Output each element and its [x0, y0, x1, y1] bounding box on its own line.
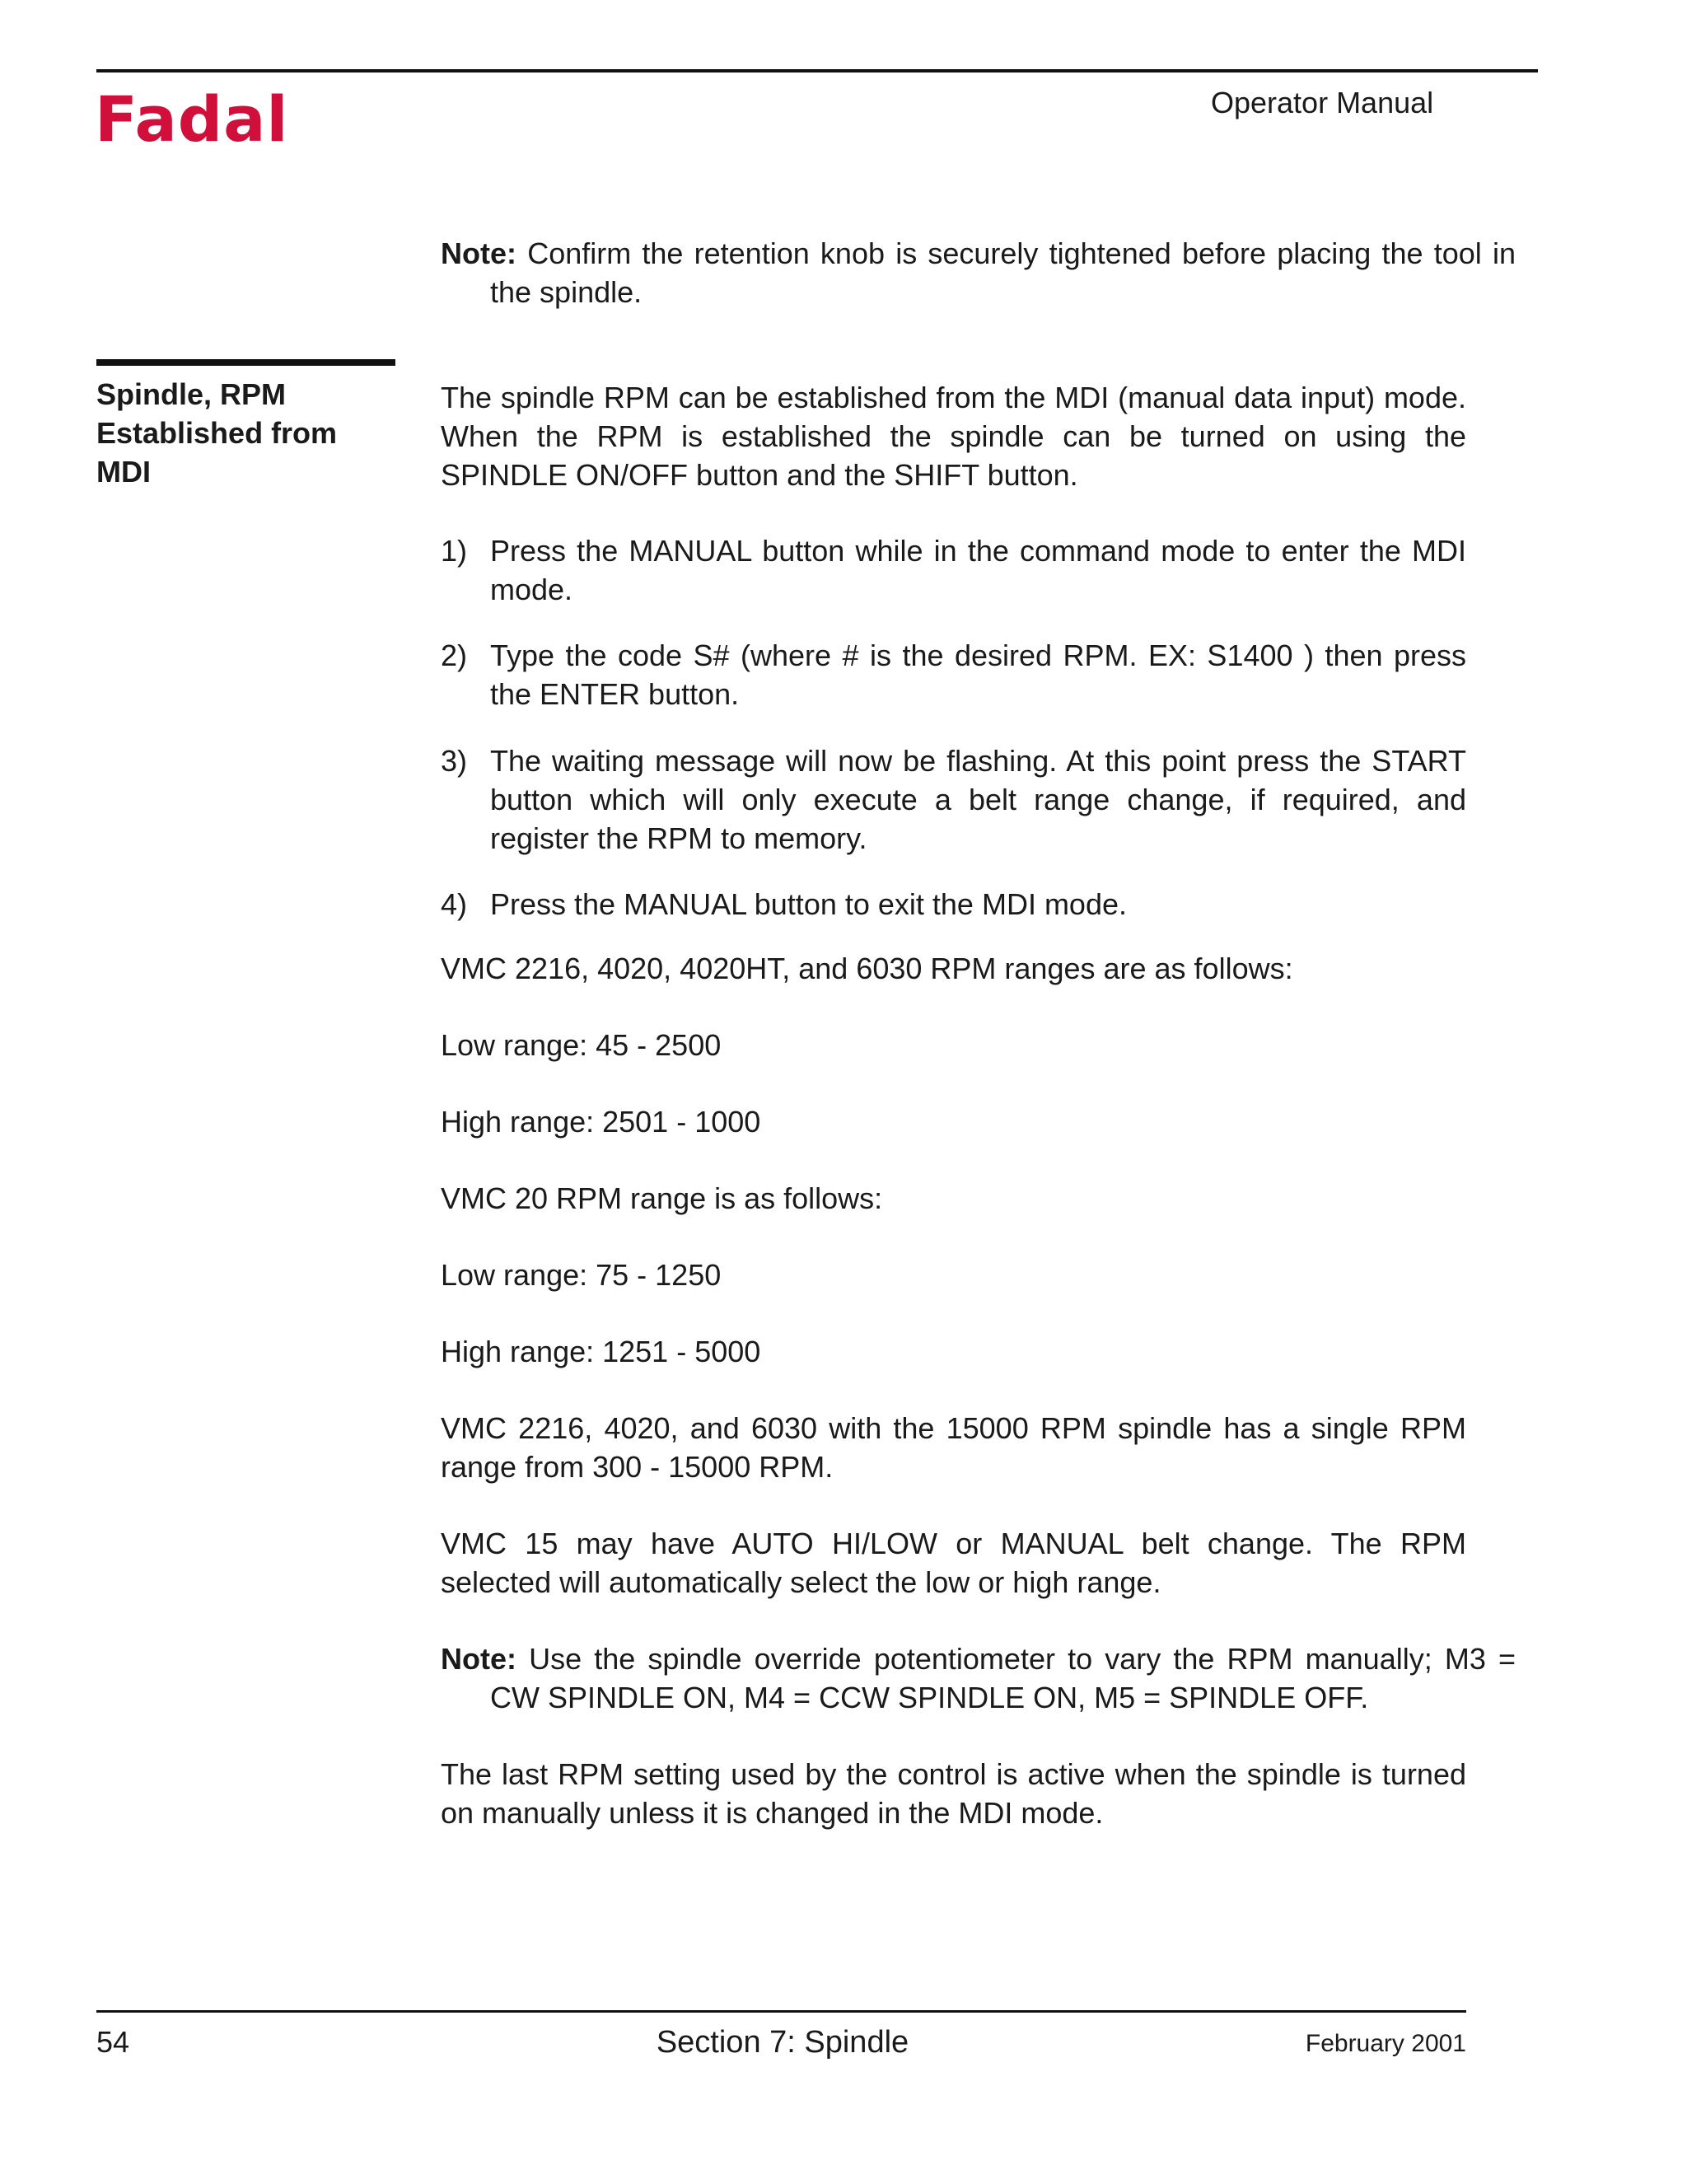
- step-number: 1): [441, 534, 468, 568]
- page-number: 54: [96, 2025, 130, 2059]
- step-number: 3): [441, 744, 468, 778]
- step-item: [441, 531, 1466, 609]
- section-heading: Spindle, RPM Established from MDI: [96, 377, 338, 489]
- document-title: Operator Manual: [1211, 86, 1434, 119]
- footer-date: February 2001: [1305, 2030, 1466, 2057]
- note-label: Note:: [441, 236, 516, 270]
- vmc20-high-range-line: High range: 1251 - 5000: [441, 1335, 761, 1368]
- step-number: 4): [441, 887, 468, 921]
- low-range-line: Low range: 45 - 2500: [441, 1028, 722, 1062]
- header-rule: [96, 69, 1538, 72]
- step-item: [441, 636, 1466, 713]
- step-number: 2): [441, 638, 468, 672]
- section-intro: The spindle RPM can be established from the MDI (manual data input) mode. When the RPM is established the spindle can be turned on using the SPINDLE ON/OFF button and the SHIFT button.: [441, 381, 1466, 492]
- note-text: Use the spindle override potentiometer to vary the RPM manually; M3 = CW SPINDLE ON, M4 = CCW SPINDLE ON, M5 = SPINDLE OFF.: [490, 1642, 1516, 1714]
- step-item: [441, 741, 1466, 858]
- step-text: Press the MANUAL button while in the command mode to enter the MDI mode.: [490, 534, 1466, 606]
- footer-section-title: Section 7: Spindle: [656, 2025, 909, 2060]
- note-override-potentiometer: [441, 1639, 1516, 1717]
- vmc20-low-range-line: Low range: 75 - 1250: [441, 1258, 722, 1292]
- note-label: Note:: [441, 1642, 516, 1676]
- vmc15-belt-paragraph: VMC 15 may have AUTO HI/LOW or MANUAL belt change. The RPM selected will automatically select the low or high range.: [441, 1527, 1466, 1599]
- step-text: The waiting message will now be flashing. At this point press the START button which will only execute a belt range change, if required, and register the RPM to memory.: [490, 744, 1466, 855]
- note-retention-knob: [441, 234, 1516, 311]
- step-item: [441, 885, 1466, 924]
- vmc20-range-intro: VMC 20 RPM range is as follows:: [441, 1181, 883, 1215]
- step-text: Type the code S# (where # is the desired RPM. EX: S1400 ) then press the ENTER button.: [490, 638, 1466, 711]
- step-text: Press the MANUAL button to exit the MDI mode.: [490, 887, 1127, 921]
- high-speed-spindle-paragraph: VMC 2216, 4020, and 6030 with the 15000 RPM spindle has a single RPM range from 300 - 15000 RPM.: [441, 1411, 1466, 1484]
- high-range-line: High range: 2501 - 1000: [441, 1105, 761, 1139]
- closing-paragraph: The last RPM setting used by the control is active when the spindle is turned on manually unless it is changed in the MDI mode.: [441, 1757, 1466, 1830]
- note-text: Confirm the retention knob is securely tightened before placing the tool in the spindle.: [490, 236, 1516, 309]
- footer-rule: [96, 2010, 1466, 2013]
- rpm-ranges-intro: VMC 2216, 4020, 4020HT, and 6030 RPM ranges are as follows:: [441, 952, 1293, 985]
- brand-logo: Fadal: [95, 82, 289, 156]
- section-heading-rule: [96, 359, 395, 366]
